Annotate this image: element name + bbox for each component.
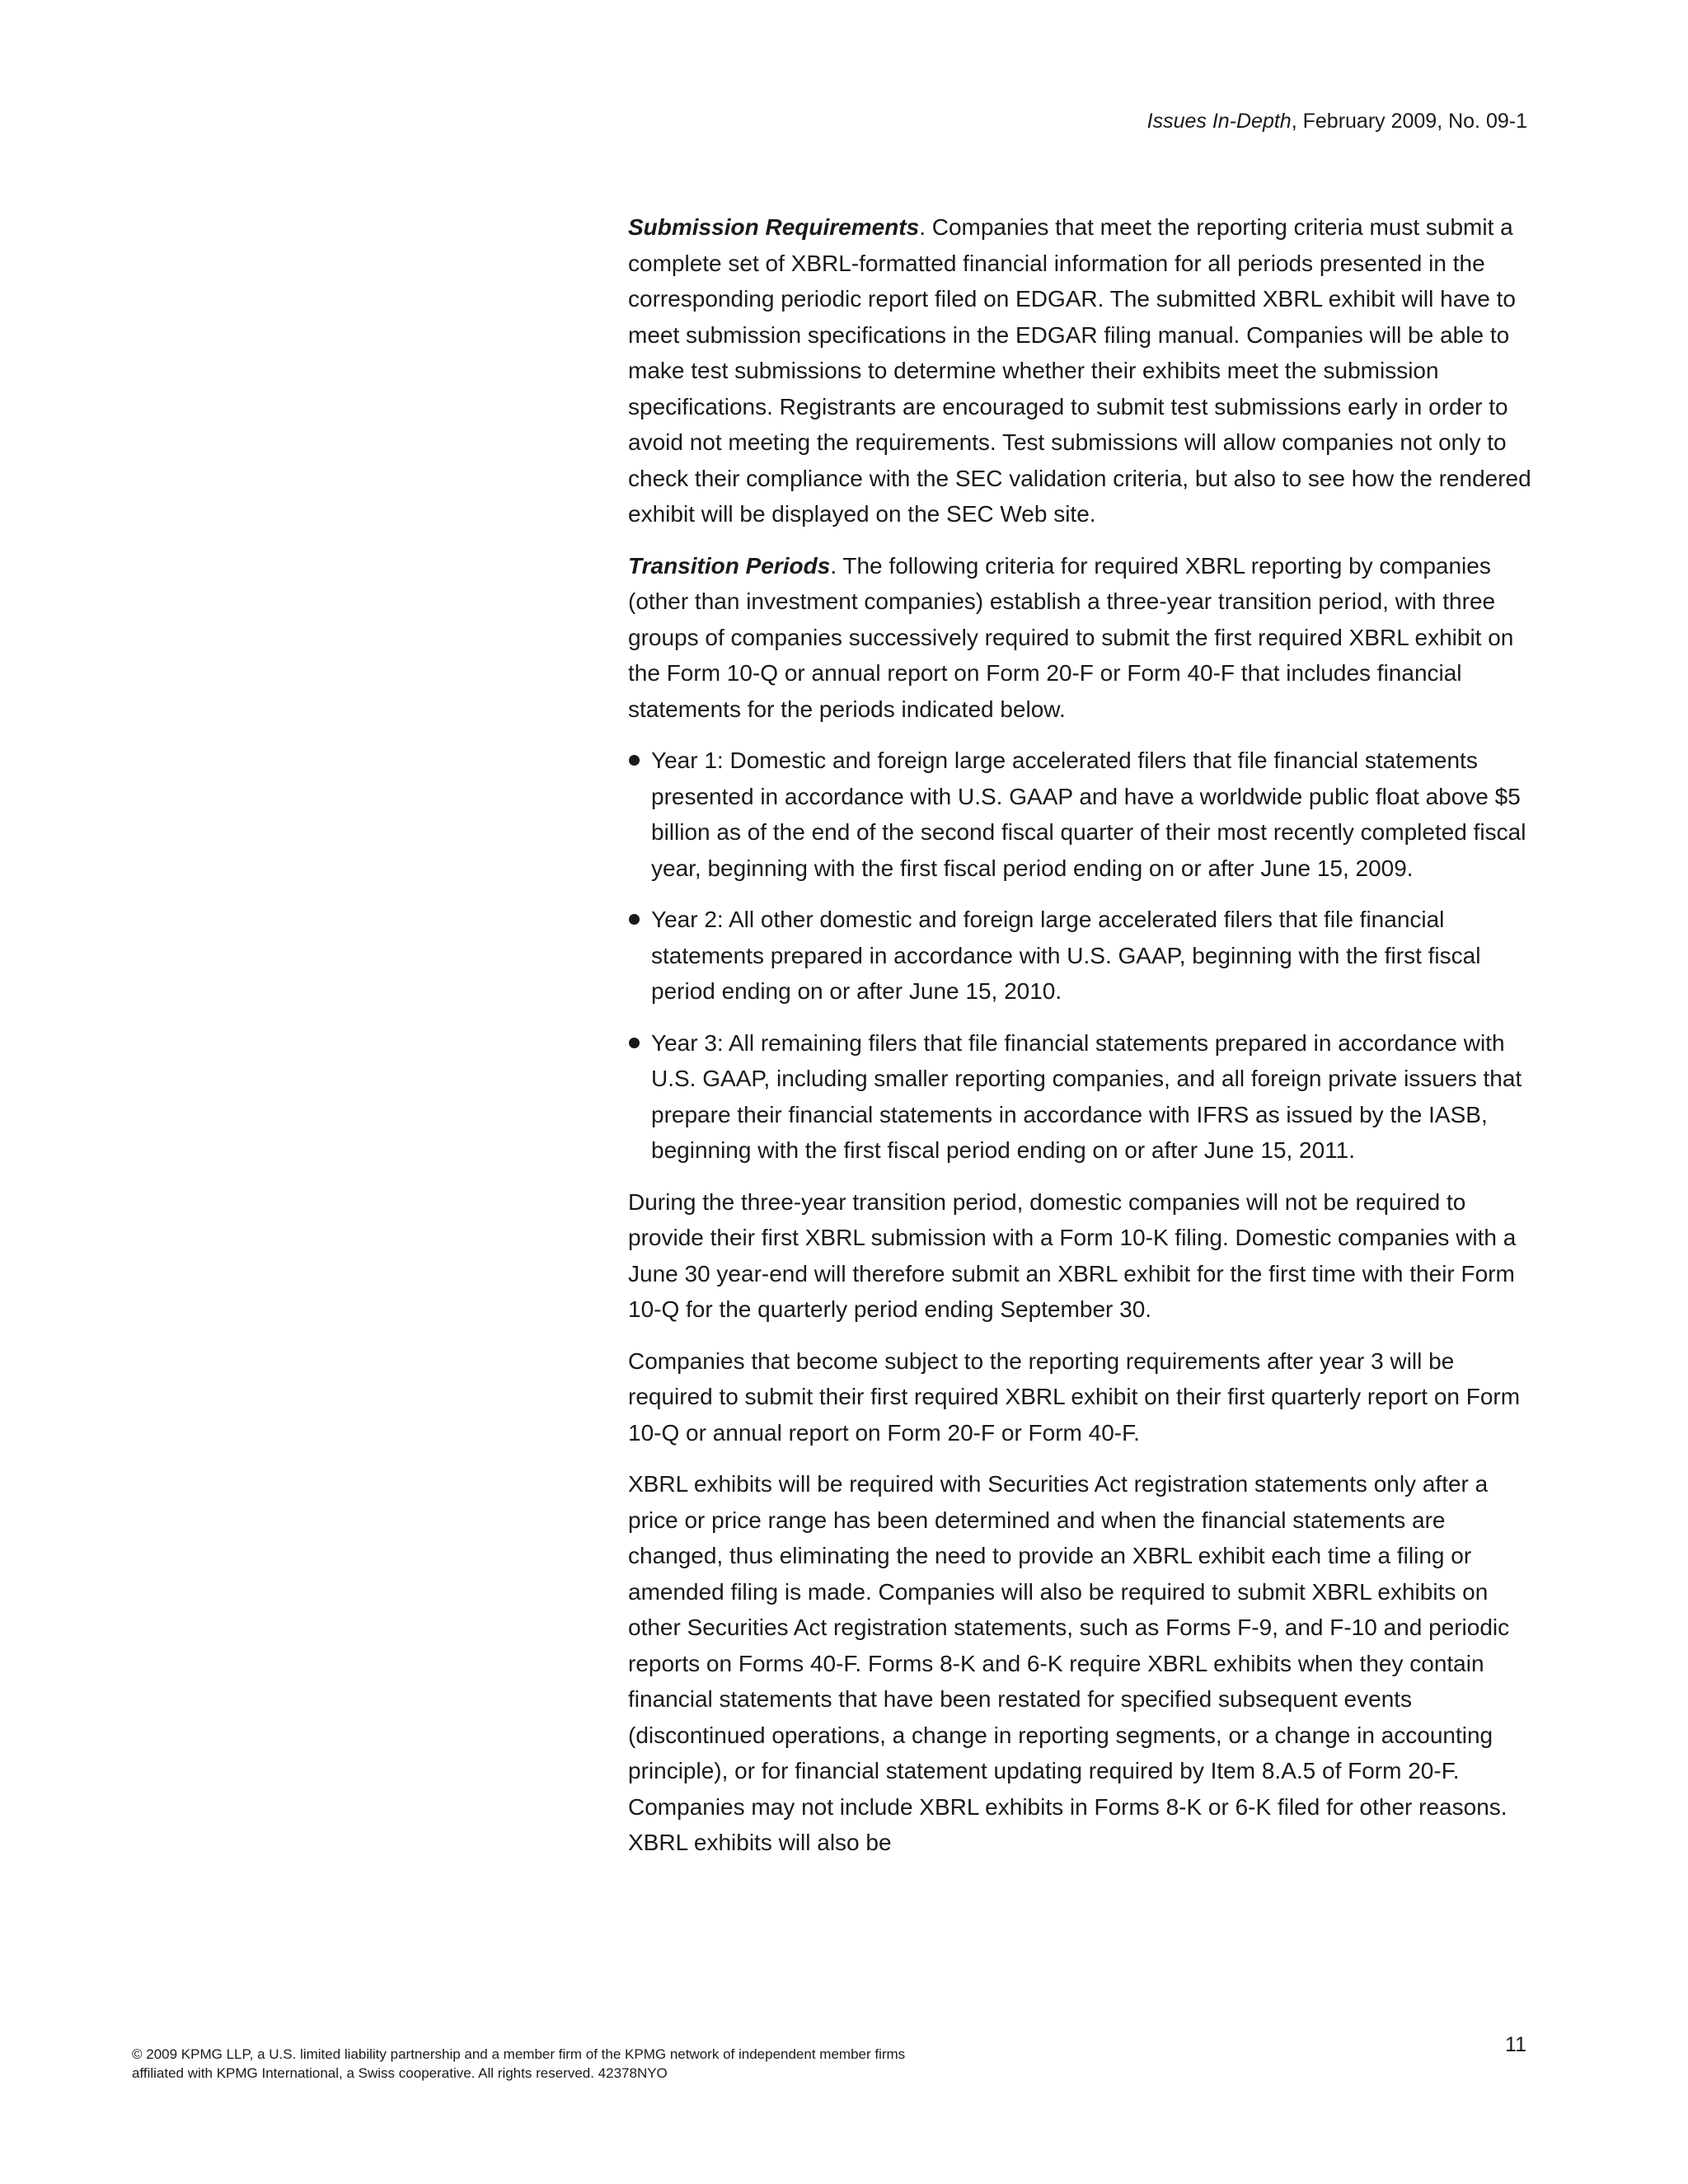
submission-requirements-heading: Submission Requirements	[628, 214, 920, 240]
running-header	[1147, 107, 1527, 135]
page-number: 11	[1505, 2033, 1526, 2056]
transition-periods-paragraph	[628, 548, 1535, 728]
transition-years-list	[628, 743, 1535, 1169]
transition-periods-heading: Transition Periods	[628, 552, 831, 579]
body-paragraph-after-year-3: Companies that become subject to the reporting requirements after year 3 will be required to submit their first required XBRL exhibit on their first quarterly report on Form 10-Q or annual report on Form 20-F or Form 40-F.	[628, 1347, 1521, 1446]
issue-info: , February 2009, No. 09-1	[1291, 110, 1527, 133]
footer-copyright	[132, 2045, 1203, 2083]
list-item-year-2: Year 2: All other domestic and foreign large accelerated filers that file financial statements prepared in accordance with U.S. GAAP, beginning with the first fiscal period ending on or after June 15, 2010.	[628, 902, 1535, 1010]
publication-name: Issues In-Depth	[1146, 110, 1292, 133]
body-paragraph-transition-period: During the three-year transition period, domestic companies will not be required to provide their first XBRL submission with a Form 10-K filing. Domestic companies with a June 30 year-end will therefore submit an XBRL exhibit for the first time with their Form 10-Q for the quarterly period ending September 30.	[628, 1188, 1517, 1322]
transition-periods-text: . The following criteria for required XBRL reporting by companies (other than investment companies) establish a three-year transition period, with three groups of companies successively required to submit the first required XBRL exhibit on the Form 10-Q or annual report on Form 20-F or Form 40-F that includes financial statements for the periods indicated below.	[628, 552, 1514, 722]
list-item-year-1: Year 1: Domestic and foreign large accelerated filers that file financial statements presented in accordance with U.S. GAAP and have a worldwide public float above $5 billion as of the end of the second fiscal quarter of their most recently completed fiscal year, beginning with the first fiscal period ending on or after June 15, 2009.	[628, 743, 1535, 886]
submission-requirements-text: . Companies that meet the reporting criteria must submit a complete set of XBRL-formatted financial information for all periods presented in the corresponding periodic report filed on EDGAR. The submitted XBRL exhibit will have to meet submission specifications in the EDGAR filing manual. Companies will be able to make test submissions to determine whether their exhibits meet the submission specifications. Registrants are encouraged to submit test submissions early in order to avoid not meeting the requirements. Test submissions will allow companies not only to check their compliance with the SEC validation criteria, but also to see how the rendered exhibit will be displayed on the SEC Web site.	[628, 214, 1531, 527]
submission-requirements-paragraph	[628, 209, 1535, 532]
body-paragraph-securities-act: XBRL exhibits will be required with Securities Act registration statements only after a price or price range has been determined and when the financial statements are changed, thus eliminating the need to provide an XBRL exhibit each time a filing or amended filing is made. Companies will also be required to submit XBRL exhibits on other Securities Act registration statements, such as Forms F-9, and F-10 and periodic reports on Forms 40-F. Forms 8-K and 6-K require XBRL exhibits when they contain financial statements that have been restated for specified subsequent events (discontinued operations, a change in reporting segments, or a change in accounting principle), or for financial statement updating required by Item 8.A.5 of Form 20-F. Companies may not include XBRL exhibits in Forms 8-K or 6-K filed for other reasons. XBRL exhibits will also be	[628, 1471, 1510, 1855]
main-content	[628, 209, 1535, 1877]
copyright-line-2: affiliated with KPMG International, a Swiss cooperative. All rights reserved. 42378NYO	[132, 2065, 668, 2081]
list-item-year-3: Year 3: All remaining filers that file financial statements prepared in accordance with U.S. GAAP, including smaller reporting companies, and all foreign private issuers that prepare their financial statements in accordance with IFRS as issued by the IASB, beginning with the first fiscal period ending on or after June 15, 2011.	[628, 1025, 1535, 1169]
copyright-line-1: © 2009 KPMG LLP, a U.S. limited liability partnership and a member firm of the KPMG network of independent member firms	[132, 2046, 906, 2062]
